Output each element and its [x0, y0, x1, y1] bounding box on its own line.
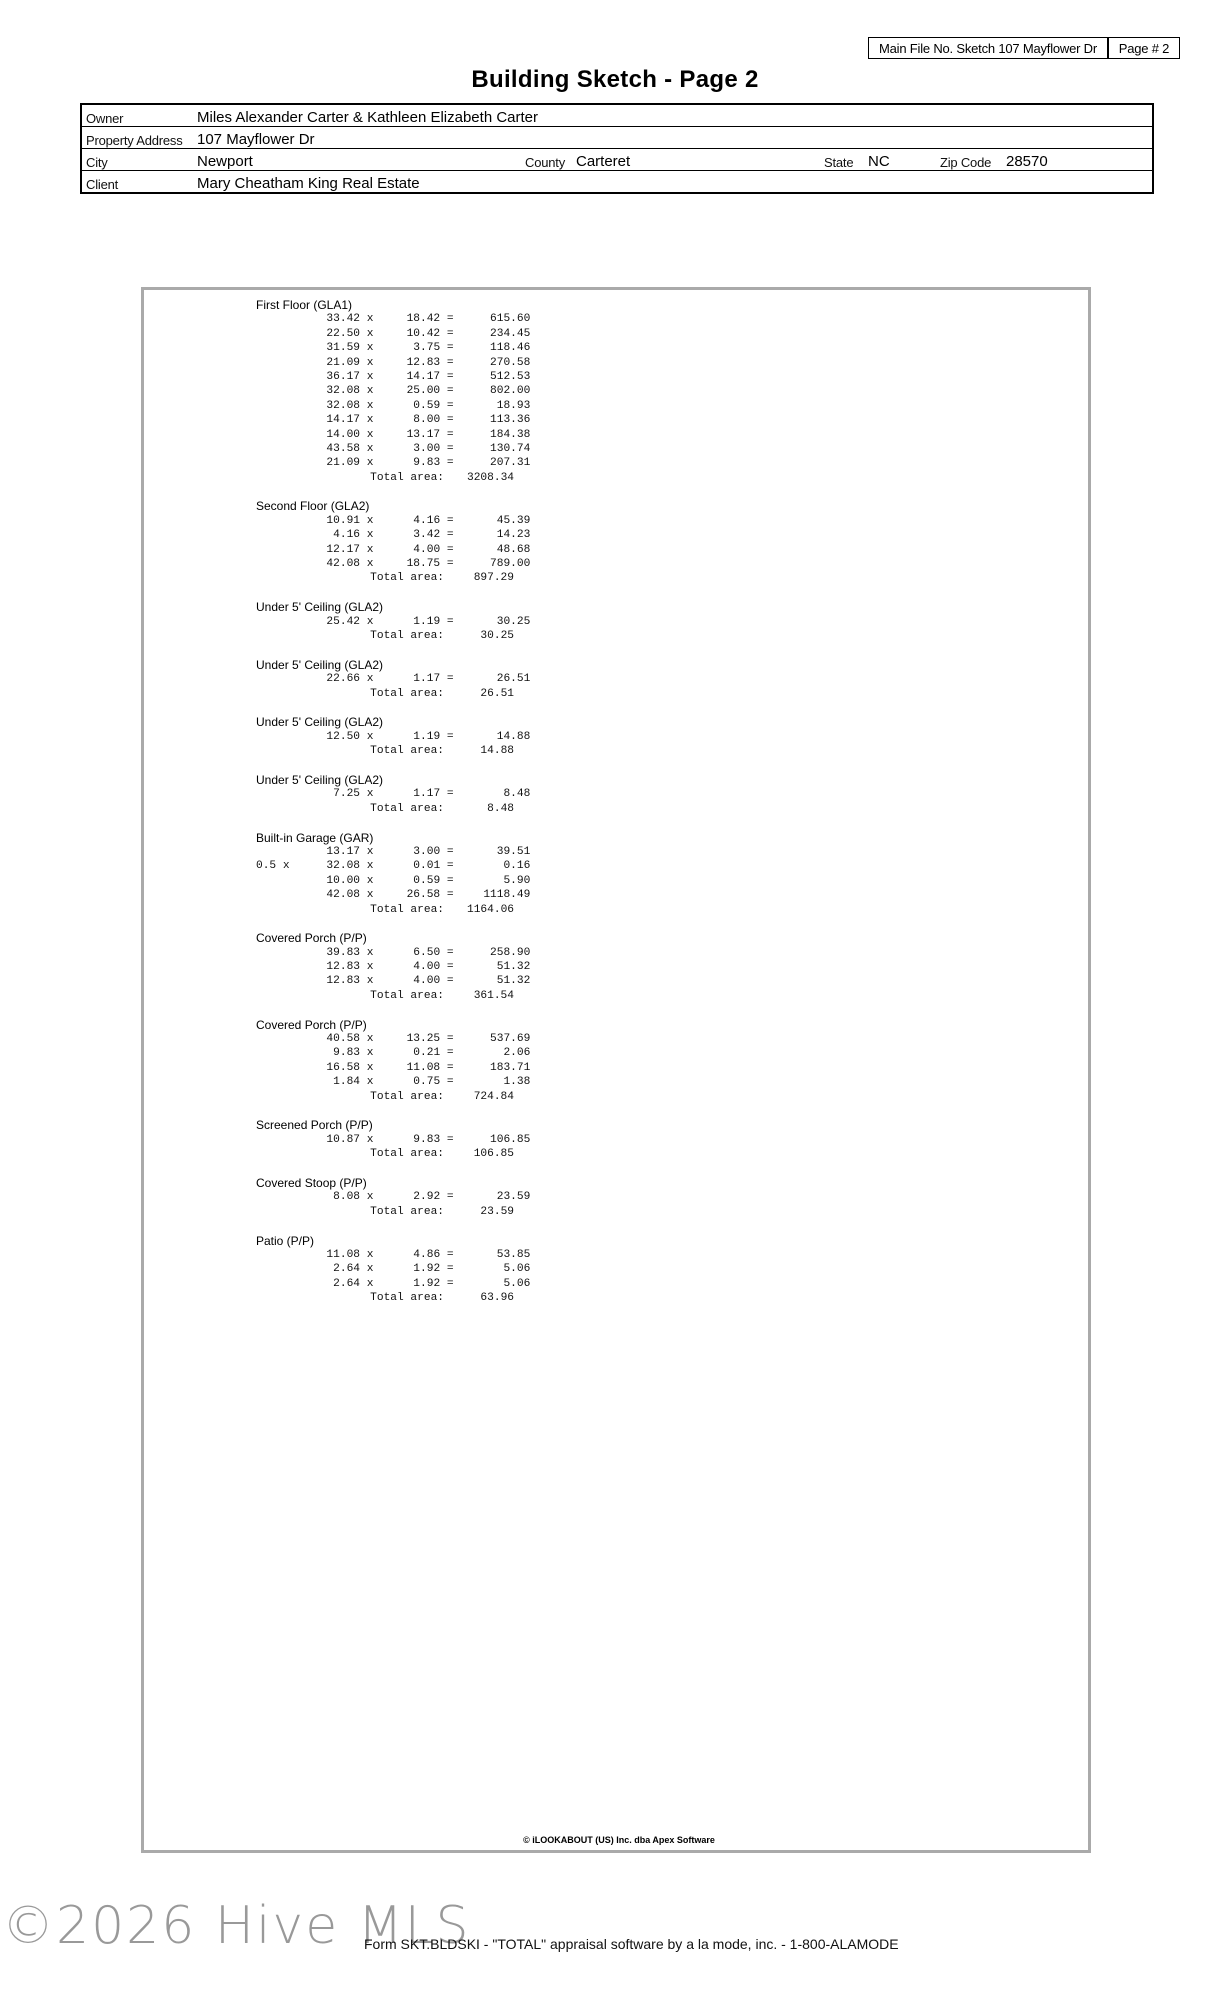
zip-label: Zip Code	[936, 149, 1002, 171]
row-area: 537.69	[490, 1033, 531, 1046]
dimension-b: 3.00	[413, 442, 441, 455]
row-area: 5.06	[503, 1277, 531, 1290]
dimension-a: 22.50	[326, 327, 360, 340]
area-section	[256, 499, 530, 585]
address-row	[81, 127, 1153, 149]
total-label: Total area:	[370, 1292, 444, 1305]
row-area: 183.71	[490, 1061, 531, 1074]
total-value: 897.29	[473, 572, 514, 585]
row-area: 184.38	[490, 428, 531, 441]
area-row: 2.64 x 1.92 = 5.06	[256, 1277, 530, 1291]
area-section	[256, 1118, 530, 1161]
dimension-a: 14.00	[326, 428, 360, 441]
dimension-a: 2.64	[333, 1277, 360, 1290]
section-title: Under 5' Ceiling (GLA2)	[256, 715, 384, 730]
row-area: 18.93	[496, 399, 531, 412]
county-label: County	[521, 149, 572, 171]
row-area: 8.48	[503, 788, 531, 801]
dimension-b: 12.83	[406, 356, 441, 369]
area-row: 14.00 x 13.17 = 184.38	[256, 428, 530, 442]
dimension-b: 4.86	[413, 1248, 441, 1261]
area-row: 7.25 x 1.17 = 8.48	[256, 787, 530, 801]
area-row: 10.91 x 4.16 = 45.39	[256, 514, 530, 528]
total-value: 23.59	[480, 1205, 514, 1218]
area-calculations	[256, 298, 530, 1320]
area-row: 1.84 x 0.75 = 1.38	[256, 1075, 530, 1089]
area-row: 9.83 x 0.21 = 2.06	[256, 1046, 530, 1060]
dimension-b: 4.00	[413, 961, 441, 974]
dimension-b: 0.59	[413, 399, 441, 412]
row-area: 51.32	[496, 961, 531, 974]
area-row: 22.50 x 10.42 = 234.45	[256, 327, 530, 341]
total-label: Total area:	[370, 687, 444, 700]
section-title: Under 5' Ceiling (GLA2)	[256, 772, 384, 787]
dimension-b: 4.00	[413, 975, 441, 988]
area-section	[256, 1234, 530, 1306]
total-row	[256, 1205, 530, 1219]
property-header-table	[80, 103, 1154, 194]
dimension-a: 42.08	[326, 558, 360, 571]
row-area: 130.74	[490, 442, 531, 455]
area-row: 8.08 x 2.92 = 23.59	[256, 1190, 530, 1204]
dimension-a: 2.64	[333, 1263, 360, 1276]
row-area: 615.60	[490, 313, 531, 326]
area-section	[256, 715, 530, 758]
area-row: 36.17 x 14.17 = 512.53	[256, 370, 530, 384]
area-row: 0.5 x 32.08 x 0.01 = 0.16	[256, 860, 531, 873]
dimension-b: 4.16	[413, 514, 441, 527]
dimension-a: 33.42	[326, 313, 360, 326]
total-row	[256, 571, 530, 585]
area-row: 13.17 x 3.00 = 39.51	[256, 845, 530, 859]
client-row	[81, 171, 1153, 194]
total-row	[256, 629, 530, 643]
dimension-a: 40.58	[326, 1033, 360, 1046]
sketch-copyright: © iLOOKABOUT (US) Inc. dba Apex Software	[523, 1835, 715, 1845]
area-row: 12.83 x 4.00 = 51.32	[256, 974, 530, 988]
area-section	[256, 931, 530, 1003]
total-row	[256, 903, 530, 917]
dimension-a: 16.58	[326, 1061, 360, 1074]
dimension-b: 9.83	[413, 1133, 441, 1146]
owner-label: Owner	[86, 111, 124, 126]
area-row: 21.09 x 12.83 = 270.58	[256, 356, 530, 370]
owner-row	[81, 104, 1153, 127]
dimension-a: 22.66	[326, 673, 360, 686]
section-title: Covered Porch (P/P)	[256, 1017, 367, 1032]
dimension-a: 43.58	[326, 442, 360, 455]
area-row: 40.58 x 13.25 = 537.69	[256, 1032, 530, 1046]
dimension-a: 8.08	[333, 1191, 360, 1204]
row-area: 106.85	[490, 1133, 531, 1146]
section-title: Screened Porch (P/P)	[256, 1118, 373, 1133]
total-value: 26.51	[480, 687, 514, 700]
row-area: 23.59	[496, 1191, 531, 1204]
row-area: 234.45	[490, 327, 531, 340]
row-area: 5.06	[503, 1263, 531, 1276]
city-value: Newport	[193, 149, 521, 171]
total-row	[256, 687, 530, 701]
area-row: 39.83 x 6.50 = 258.90	[256, 946, 530, 960]
dimension-b: 1.17	[413, 788, 441, 801]
dimension-b: 6.50	[413, 946, 441, 959]
row-area: 53.85	[496, 1248, 531, 1261]
dimension-b: 14.17	[406, 370, 441, 383]
total-label: Total area:	[370, 903, 444, 916]
client-label: Client	[81, 171, 193, 194]
dimension-b: 2.92	[413, 1191, 441, 1204]
area-row: 25.42 x 1.19 = 30.25	[256, 615, 530, 629]
row-area: 5.90	[503, 874, 531, 887]
dimension-a: 39.83	[326, 946, 360, 959]
area-section	[256, 773, 530, 816]
dimension-b: 13.17	[406, 428, 441, 441]
area-row: 31.59 x 3.75 = 118.46	[256, 341, 530, 355]
total-value: 63.96	[480, 1292, 514, 1305]
dimension-a: 13.17	[326, 845, 360, 858]
total-row	[256, 1291, 530, 1305]
total-label: Total area:	[370, 802, 444, 815]
county-value: Carteret	[572, 149, 820, 171]
section-title: Second Floor (GLA2)	[256, 499, 370, 514]
dimension-a: 11.08	[326, 1248, 360, 1261]
total-row	[256, 1090, 530, 1104]
dimension-b: 11.08	[406, 1061, 441, 1074]
area-row: 12.17 x 4.00 = 48.68	[256, 543, 530, 557]
dimension-b: 1.92	[413, 1263, 441, 1276]
section-title: Patio (P/P)	[256, 1233, 315, 1248]
sketch-area-frame	[141, 287, 1091, 1853]
row-area: 270.58	[490, 356, 531, 369]
dimension-b: 18.42	[406, 313, 441, 326]
dimension-b: 1.19	[413, 615, 441, 628]
row-area: 802.00	[490, 385, 531, 398]
section-title: First Floor (GLA1)	[256, 298, 353, 312]
dimension-a: 32.08	[326, 385, 360, 398]
state-value: NC	[864, 149, 936, 171]
section-title: Covered Porch (P/P)	[256, 931, 367, 946]
total-label: Total area:	[370, 1090, 444, 1103]
address-label: Property Address	[81, 127, 193, 149]
area-section	[256, 1176, 530, 1219]
area-row: 42.08 x 26.58 = 1118.49	[256, 888, 530, 902]
total-label: Total area:	[370, 989, 444, 1002]
row-area: 1118.49	[483, 889, 531, 902]
total-label: Total area:	[370, 471, 444, 484]
total-label: Total area:	[370, 745, 444, 758]
form-footer: Form SKT.BLDSKI - "TOTAL" appraisal software by a la mode, inc. - 1-800-ALAMODE	[364, 1936, 899, 1952]
total-value: 14.88	[480, 745, 514, 758]
area-section	[256, 1018, 530, 1104]
dimension-a: 10.00	[326, 874, 360, 887]
row-area: 48.68	[496, 543, 531, 556]
section-title: Under 5' Ceiling (GLA2)	[256, 657, 384, 672]
total-row	[256, 1147, 530, 1161]
row-area: 2.06	[503, 1047, 531, 1060]
area-row: 11.08 x 4.86 = 53.85	[256, 1248, 530, 1262]
mls-watermark: ©2026 Hive MLS	[2, 1896, 471, 1956]
row-area: 789.00	[490, 558, 531, 571]
total-value: 361.54	[473, 989, 514, 1002]
total-value: 724.84	[473, 1090, 514, 1103]
owner-value: Miles Alexander Carter & Kathleen Elizabeth Carter	[197, 109, 539, 126]
dimension-a: 1.84	[333, 1076, 360, 1089]
dimension-a: 25.42	[326, 615, 360, 628]
dimension-a: 21.09	[326, 356, 360, 369]
multiplier: 0.5 x	[256, 860, 290, 873]
row-area: 1.38	[503, 1076, 531, 1089]
area-row: 33.42 x 18.42 = 615.60	[256, 312, 530, 326]
page-title: Building Sketch - Page 2	[471, 66, 759, 93]
row-area: 258.90	[490, 946, 531, 959]
dimension-b: 25.00	[406, 385, 441, 398]
main-file-number: Main File No. Sketch 107 Mayflower Dr	[868, 37, 1108, 59]
area-row: 22.66 x 1.17 = 26.51	[256, 672, 530, 686]
zip-value: 28570	[1002, 149, 1153, 171]
dimension-b: 3.42	[413, 529, 441, 542]
dimension-b: 13.25	[406, 1033, 441, 1046]
row-area: 118.46	[490, 342, 531, 355]
area-row: 43.58 x 3.00 = 130.74	[256, 442, 530, 456]
dimension-b: 3.00	[413, 845, 441, 858]
row-area: 45.39	[496, 514, 531, 527]
total-value: 8.48	[487, 802, 514, 815]
state-label: State	[820, 149, 864, 171]
section-title: Covered Stoop (P/P)	[256, 1175, 367, 1190]
area-row: 10.87 x 9.83 = 106.85	[256, 1133, 530, 1147]
area-section	[256, 658, 530, 701]
area-row: 42.08 x 18.75 = 789.00	[256, 557, 530, 571]
dimension-b: 1.92	[413, 1277, 441, 1290]
area-row: 16.58 x 11.08 = 183.71	[256, 1061, 530, 1075]
dimension-a: 12.50	[326, 730, 360, 743]
dimension-a: 12.83	[326, 975, 360, 988]
dimension-b: 1.19	[413, 730, 441, 743]
address-value: 107 Mayflower Dr	[193, 127, 1153, 149]
dimension-a: 9.83	[333, 1047, 360, 1060]
section-title: Under 5' Ceiling (GLA2)	[256, 600, 384, 615]
section-title: Built-in Garage (GAR)	[256, 830, 374, 845]
dimension-b: 1.17	[413, 673, 441, 686]
area-row: 10.00 x 0.59 = 5.90	[256, 874, 530, 888]
area-row: 12.50 x 1.19 = 14.88	[256, 730, 530, 744]
dimension-a: 32.08	[326, 860, 360, 873]
area-row: 4.16 x 3.42 = 14.23	[256, 528, 530, 542]
dimension-a: 14.17	[326, 414, 360, 427]
dimension-b: 4.00	[413, 543, 441, 556]
row-area: 14.88	[496, 730, 531, 743]
dimension-b: 8.00	[413, 414, 441, 427]
area-row: 21.09 x 9.83 = 207.31	[256, 456, 530, 470]
dimension-a: 7.25	[333, 788, 360, 801]
dimension-a: 31.59	[326, 342, 360, 355]
total-value: 3208.34	[467, 471, 514, 484]
total-value: 30.25	[480, 630, 514, 643]
dimension-b: 26.58	[406, 889, 441, 902]
dimension-a: 12.17	[326, 543, 360, 556]
dimension-b: 3.75	[413, 342, 441, 355]
area-row: 32.08 x 25.00 = 802.00	[256, 384, 530, 398]
total-label: Total area:	[370, 630, 444, 643]
row-area: 512.53	[490, 370, 531, 383]
dimension-a: 4.16	[333, 529, 360, 542]
dimension-b: 0.01	[413, 860, 441, 873]
row-area: 207.31	[490, 457, 531, 470]
total-row	[256, 802, 530, 816]
row-area: 30.25	[496, 615, 531, 628]
dimension-a: 32.08	[326, 399, 360, 412]
area-section	[256, 600, 530, 643]
area-section	[256, 298, 530, 485]
client-value: Mary Cheatham King Real Estate	[193, 171, 1153, 194]
row-area: 39.51	[496, 845, 531, 858]
dimension-a: 42.08	[326, 889, 360, 902]
area-row: 2.64 x 1.92 = 5.06	[256, 1262, 530, 1276]
city-label: City	[81, 149, 193, 171]
total-value: 106.85	[473, 1148, 514, 1161]
dimension-a: 10.91	[326, 514, 360, 527]
total-label: Total area:	[370, 1148, 444, 1161]
dimension-b: 10.42	[406, 327, 441, 340]
dimension-b: 18.75	[406, 558, 441, 571]
row-area: 51.32	[496, 975, 531, 988]
total-row	[256, 744, 530, 758]
area-section	[256, 831, 530, 917]
city-row	[81, 149, 1153, 171]
area-row: 32.08 x 0.59 = 18.93	[256, 399, 530, 413]
total-label: Total area:	[370, 1205, 444, 1218]
dimension-a: 21.09	[326, 457, 360, 470]
dimension-b: 0.75	[413, 1076, 441, 1089]
row-area: 14.23	[496, 529, 531, 542]
dimension-b: 0.59	[413, 874, 441, 887]
dimension-a: 36.17	[326, 370, 360, 383]
page-number: Page # 2	[1108, 37, 1180, 59]
row-area: 113.36	[490, 414, 531, 427]
dimension-a: 10.87	[326, 1133, 360, 1146]
total-value: 1164.06	[467, 903, 514, 916]
total-row	[256, 471, 530, 485]
total-row	[256, 989, 530, 1003]
area-row: 14.17 x 8.00 = 113.36	[256, 413, 530, 427]
row-area: 0.16	[503, 860, 531, 873]
total-label: Total area:	[370, 572, 444, 585]
area-row: 12.83 x 4.00 = 51.32	[256, 960, 530, 974]
dimension-b: 0.21	[413, 1047, 441, 1060]
row-area: 26.51	[496, 673, 531, 686]
dimension-b: 9.83	[413, 457, 441, 470]
dimension-a: 12.83	[326, 961, 360, 974]
